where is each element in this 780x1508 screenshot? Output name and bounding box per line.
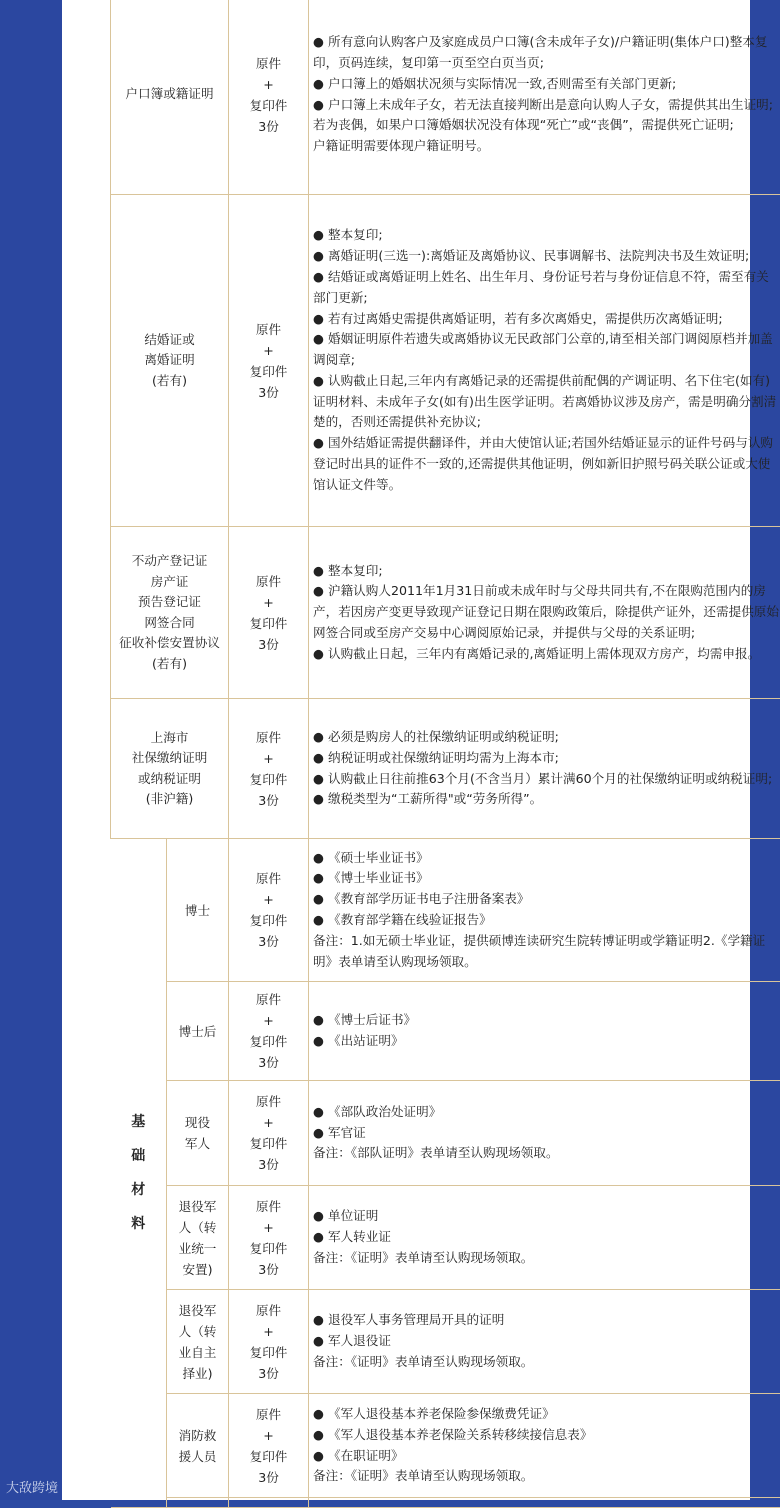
- description-cell: [309, 839, 780, 982]
- desc-line: ● 认购截止日起，三年内有离婚记录的,离婚证明上需体现双方房产，均需申报。: [313, 644, 780, 665]
- desc-line: ● 退役军人事务管理局开具的证明: [313, 1310, 780, 1331]
- desc-line: 备注：1.如无硕士毕业证，提供硕博连读研究生院转博证明或学籍证明2.《学籍证明》表单请至认购现场领取。: [313, 931, 780, 973]
- watermark: 大敌跨境: [6, 1477, 58, 1496]
- table-row: [111, 839, 780, 982]
- table-row: [111, 0, 780, 195]
- sub-label: 业自主: [167, 1342, 228, 1363]
- table-row: [111, 982, 780, 1081]
- req-text: 原件: [229, 1196, 308, 1217]
- sub-label-cell: [167, 1290, 229, 1394]
- req-text: +: [229, 74, 308, 95]
- row-label: 不动产登记证: [111, 551, 228, 572]
- sub-label: 退役军: [167, 1196, 228, 1217]
- row-label: 结婚证或: [111, 330, 228, 351]
- req-text: +: [229, 1217, 308, 1238]
- desc-line: ● 户口簿上的婚姻状况须与实际情况一致,否则需至有关部门更新;: [313, 74, 780, 95]
- req-text: 原件: [229, 727, 308, 748]
- table-row: [111, 1498, 780, 1508]
- req-text: 复印件: [229, 361, 308, 382]
- description-cell: [309, 982, 780, 1081]
- req-text: 复印件: [229, 910, 308, 931]
- req-text: 3份: [229, 1467, 308, 1488]
- sub-label: 人（转: [167, 1217, 228, 1238]
- sub-label-cell: [167, 839, 229, 982]
- row-label: 征收补偿安置协议: [111, 633, 228, 654]
- table-row: [111, 1394, 780, 1498]
- sub-label: 退役军: [167, 1300, 228, 1321]
- requirement-cell: [229, 1498, 309, 1508]
- req-text: 复印件: [229, 95, 308, 116]
- base-label-char: 础: [111, 1139, 167, 1173]
- req-text: 原件: [229, 53, 308, 74]
- table-row: [111, 195, 780, 527]
- desc-line: ● 军人退役证: [313, 1331, 780, 1352]
- desc-line: ● 沪籍认购人2011年1月31日前或未成年时与父母共同共有,不在限购范围内的房产，若因房产变更导致现产证登记日期在限购政策后，除提供产证外，还需提供原始网签合同或至房产交易中心调阅原始记录，并提供与父母的关系证明;: [313, 581, 780, 643]
- desc-line: ● 《博士毕业证书》: [313, 868, 780, 889]
- req-text: +: [229, 1425, 308, 1446]
- requirement-cell: [229, 839, 309, 982]
- row-label: 预告登记证: [111, 592, 228, 613]
- sub-label: 业统一: [167, 1238, 228, 1259]
- description-cell: [309, 0, 780, 195]
- req-text: 复印件: [229, 1446, 308, 1467]
- desc-line: ● 军官证: [313, 1123, 780, 1144]
- desc-line: ● 《硕士毕业证书》: [313, 848, 780, 869]
- desc-line: ● 结婚证或离婚证明上姓名、出生年月、身份证号若与身份证信息不符，需至有关部门更新;: [313, 267, 780, 309]
- row-label-cell: [111, 527, 229, 699]
- desc-line: ● 单位证明: [313, 1206, 780, 1227]
- desc-line: ● 必须是购房人的社保缴纳证明或纳税证明;: [313, 727, 780, 748]
- req-text: +: [229, 1010, 308, 1031]
- base-label-char: 料: [111, 1207, 167, 1241]
- sub-label-cell: [167, 1394, 229, 1498]
- sub-label: 援人员: [167, 1446, 228, 1467]
- row-label-cell: [111, 699, 229, 839]
- req-text: 3份: [229, 1052, 308, 1073]
- req-text: 3份: [229, 1259, 308, 1280]
- desc-line: ● 若有过离婚史需提供离婚证明，若有多次离婚史，需提供历次离婚证明;: [313, 309, 780, 330]
- req-text: 复印件: [229, 1342, 308, 1363]
- desc-line: 备注：《部队证明》表单请至认购现场领取。: [313, 1143, 780, 1164]
- req-text: 原件: [229, 571, 308, 592]
- table-row: [111, 699, 780, 839]
- desc-line: ● 《博士后证书》: [313, 1010, 780, 1031]
- sub-label: 军人: [167, 1133, 228, 1154]
- table-row: [111, 527, 780, 699]
- req-text: +: [229, 592, 308, 613]
- row-label: (非沪籍): [111, 789, 228, 810]
- requirement-cell: [229, 195, 309, 527]
- req-text: 原件: [229, 989, 308, 1010]
- req-text: 原件: [229, 1300, 308, 1321]
- row-label: 网签合同: [111, 613, 228, 634]
- sub-label-cell: [167, 982, 229, 1081]
- row-label: 房产证: [111, 572, 228, 593]
- req-text: +: [229, 889, 308, 910]
- requirement-cell: [229, 527, 309, 699]
- req-text: 3份: [229, 1363, 308, 1384]
- req-text: 3份: [229, 931, 308, 952]
- req-text: 原件: [229, 868, 308, 889]
- desc-line: ● 《出站证明》: [313, 1031, 780, 1052]
- req-text: 复印件: [229, 1031, 308, 1052]
- requirement-cell: [229, 699, 309, 839]
- desc-line: 备注：《证明》表单请至认购现场领取。: [313, 1248, 780, 1269]
- requirement-cell: [229, 1394, 309, 1498]
- table-row: [111, 1290, 780, 1394]
- req-text: 3份: [229, 790, 308, 811]
- desc-line: ● 认购截止日起,三年内有离婚记录的还需提供前配偶的产调证明、名下住宅(如有)证明材料、未成年子女(如有)出生医学证明。若离婚协议涉及房产，需是明确分割清楚的，否则还需提供补充协议;: [313, 371, 780, 433]
- desc-line: 备注：《证明》表单请至认购现场领取。: [313, 1466, 780, 1487]
- sub-label: 安置): [167, 1259, 228, 1280]
- desc-line: ● 《教育部学历证书电子注册备案表》: [313, 889, 780, 910]
- desc-line: 备注：《证明》表单请至认购现场领取。: [313, 1352, 780, 1373]
- req-text: 原件: [229, 1091, 308, 1112]
- desc-line: ● 离婚证明(三选一):离婚证及离婚协议、民事调解书、法院判决书及生效证明;: [313, 246, 780, 267]
- sub-label-cell: [167, 1186, 229, 1290]
- row-label: 离婚证明: [111, 350, 228, 371]
- requirement-cell: [229, 982, 309, 1081]
- req-text: 3份: [229, 382, 308, 403]
- req-text: 复印件: [229, 1238, 308, 1259]
- description-cell: [309, 1394, 780, 1498]
- sub-label-cell: [167, 1498, 229, 1508]
- desc-line: 若为丧偶，如果户口簿婚姻状况没有体现“死亡”或“丧偶”，需提供死亡证明;: [313, 115, 780, 136]
- req-text: 原件: [229, 1404, 308, 1425]
- desc-line: ● 认购截止日往前推63个月(不含当月）累计满60个月的社保缴纳证明或纳税证明;: [313, 769, 780, 790]
- description-cell: [309, 1290, 780, 1394]
- sub-label: 现役: [167, 1112, 228, 1133]
- desc-line: ● 所有意向认购客户及家庭成员户口簿(含未成年子女)/户籍证明(集体户口)整本复印，页码连续，复印第一页至空白页当页;: [313, 32, 780, 74]
- row-label: 上海市: [111, 728, 228, 749]
- desc-line: ● 纳税证明或社保缴纳证明均需为上海本市;: [313, 748, 780, 769]
- base-materials-cell: [111, 839, 167, 1508]
- req-text: 复印件: [229, 769, 308, 790]
- req-text: 3份: [229, 116, 308, 137]
- sub-label-cell: [167, 1081, 229, 1186]
- base-label-char: 基: [111, 1105, 167, 1139]
- req-text: 3份: [229, 634, 308, 655]
- requirement-cell: [229, 0, 309, 195]
- description-cell: [309, 1498, 780, 1508]
- desc-line: ● 《部队政治处证明》: [313, 1102, 780, 1123]
- desc-line: ● 户口簿上未成年子女，若无法直接判断出是意向认购人子女，需提供其出生证明;: [313, 95, 780, 116]
- desc-line: ● 整本复印;: [313, 225, 780, 246]
- table-row: [111, 1081, 780, 1186]
- req-text: 3份: [229, 1154, 308, 1175]
- description-cell: [309, 527, 780, 699]
- row-label: 或纳税证明: [111, 769, 228, 790]
- desc-line: ● 缴税类型为“工薪所得"或“劳务所得”。: [313, 789, 780, 810]
- sub-label: 博士: [167, 900, 228, 921]
- req-text: 原件: [229, 319, 308, 340]
- desc-line: ● 《教育部学籍在线验证报告》: [313, 910, 780, 931]
- table-row: [111, 1186, 780, 1290]
- desc-line: 户籍证明需要体现户籍证明号。: [313, 136, 780, 157]
- req-text: +: [229, 1321, 308, 1342]
- row-label: 社保缴纳证明: [111, 748, 228, 769]
- req-text: +: [229, 340, 308, 361]
- description-cell: [309, 1186, 780, 1290]
- base-label-char: 材: [111, 1173, 167, 1207]
- document-page: [62, 0, 750, 1500]
- desc-line: ● 婚姻证明原件若遗失或离婚协议无民政部门公章的,请至相关部门调阅原档并加盖调阅章;: [313, 329, 780, 371]
- requirement-cell: [229, 1290, 309, 1394]
- sub-label: 择业): [167, 1363, 228, 1384]
- row-label: 户口簿或籍证明: [111, 84, 228, 105]
- desc-line: ● 军人转业证: [313, 1227, 780, 1248]
- req-text: 复印件: [229, 613, 308, 634]
- desc-line: ● 《军人退役基本养老保险关系转移续接信息表》: [313, 1425, 780, 1446]
- description-cell: [309, 699, 780, 839]
- desc-line: ● 《在职证明》: [313, 1446, 780, 1467]
- row-label-cell: [111, 195, 229, 527]
- requirement-cell: [229, 1186, 309, 1290]
- description-cell: [309, 195, 780, 527]
- sub-label: 人（转: [167, 1321, 228, 1342]
- requirement-cell: [229, 1081, 309, 1186]
- req-text: +: [229, 1112, 308, 1133]
- row-label: (若有): [111, 654, 228, 675]
- req-text: 复印件: [229, 1133, 308, 1154]
- description-cell: [309, 1081, 780, 1186]
- desc-line: ● 国外结婚证需提供翻译件，并由大使馆认证;若国外结婚证显示的证件号码与认购登记时出具的证件不一致的,还需提供其他证明，例如新旧护照号码关联公证或大使馆认证文件等。: [313, 433, 780, 495]
- sub-label: 消防救: [167, 1425, 228, 1446]
- materials-table: [110, 0, 780, 1508]
- left-border-band: [0, 0, 62, 1500]
- desc-line: ● 《军人退役基本养老保险参保缴费凭证》: [313, 1404, 780, 1425]
- row-label-cell: [111, 0, 229, 195]
- sub-label: 博士后: [167, 1021, 228, 1042]
- desc-line: ● 整本复印;: [313, 561, 780, 582]
- req-text: +: [229, 748, 308, 769]
- row-label: (若有): [111, 371, 228, 392]
